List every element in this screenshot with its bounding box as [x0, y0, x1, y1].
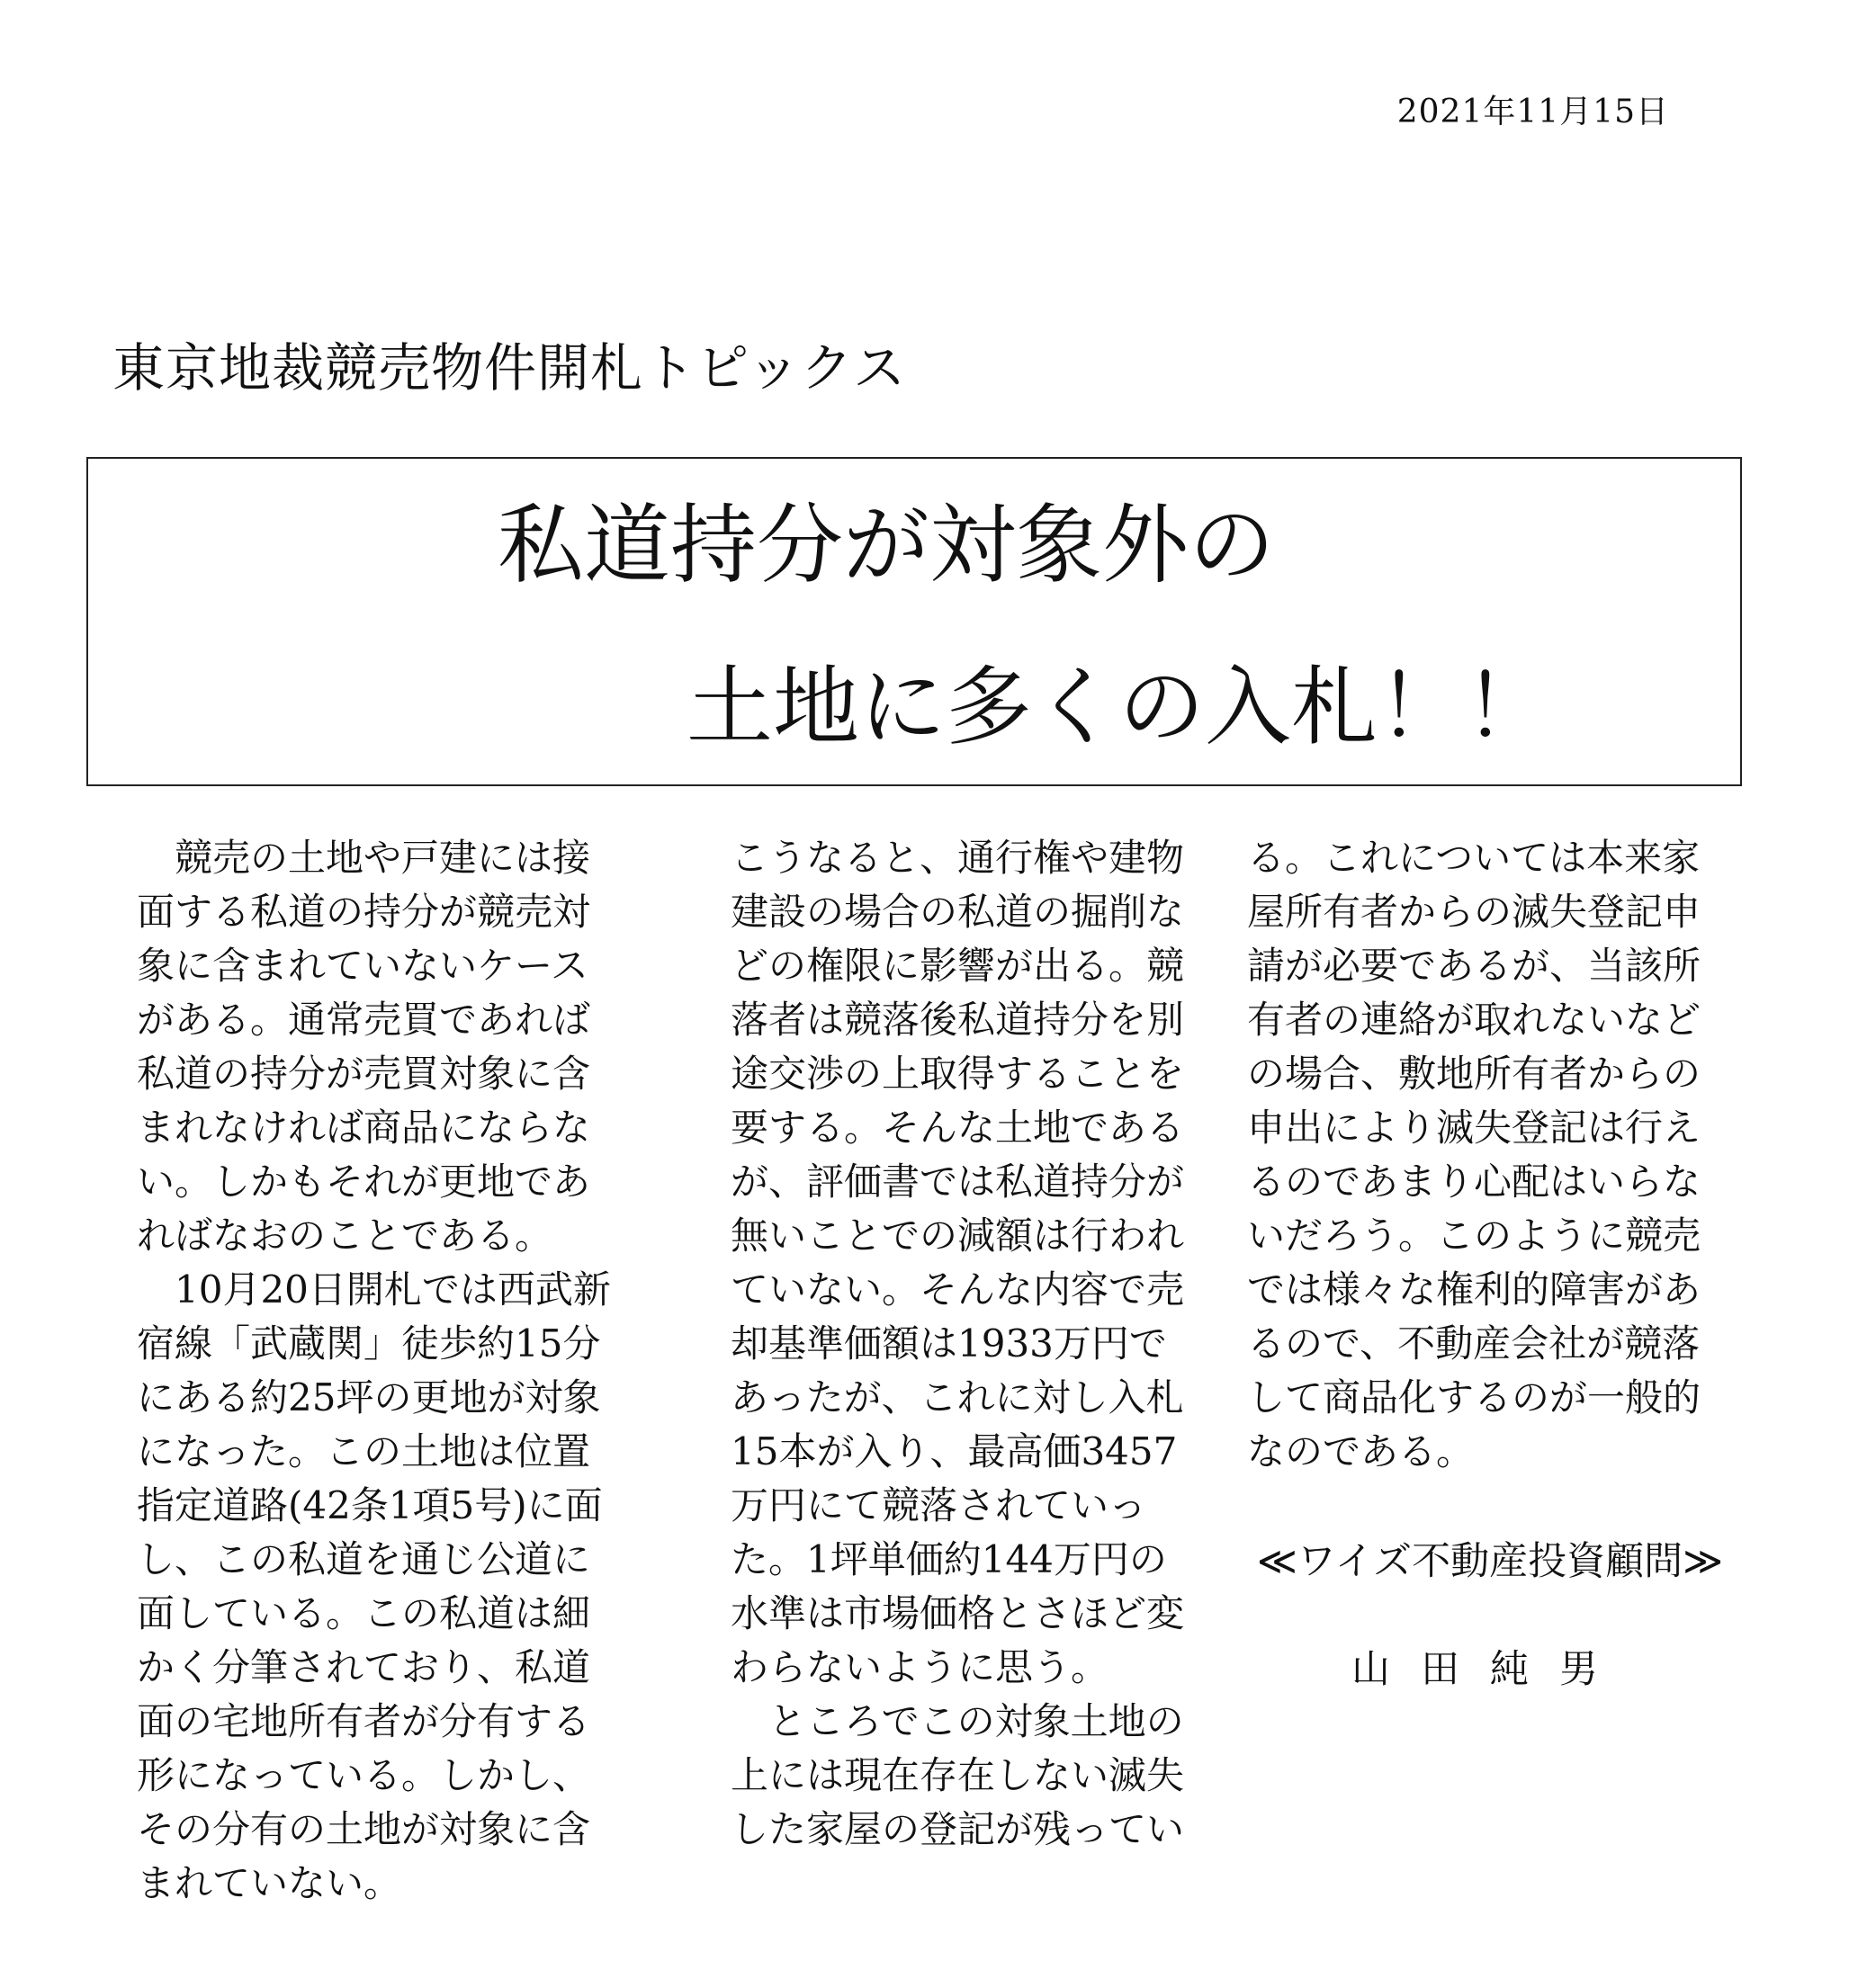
article-column-1	[137, 831, 623, 1911]
byline-author: 山田純男	[1351, 1647, 1629, 1692]
article-paragraph: こうなると、通行権や建物建設の場合の私道の掘削などの権限に影響が出る。競落者は競落後私道持分を別途交渉の上取得することを要する。そんな土地であるが、評価書では私道持分が無いことでの減額は行われていない。そんな内容で売却基準価額は1933万円であったが、これに対し入札15本が入り、最高価3457万円にて競落されていった。1坪単価約144万円の水準は市場価格とさほど変わらないように思う。	[731, 836, 1185, 1689]
headline-box	[86, 457, 1742, 786]
series-title: 東京地裁競売物件開札トピックス	[112, 337, 907, 398]
article-paragraph: 競売の土地や戸建には接面する私道の持分が競売対象に含まれていないケースがある。通常売買であれば私道の持分が売買対象に含まれなければ商品にならない。しかもそれが更地であればなおのことである。	[137, 836, 591, 1258]
article-column-2	[731, 831, 1198, 1857]
headline-line-1: 私道持分が対象外の	[498, 495, 1275, 595]
publication-date: 2021年11月15日	[1396, 94, 1669, 130]
headline-line-2: 土地に多くの入札！！	[687, 657, 1550, 757]
article-paragraph: ところでこの対象土地の上には現在存在しない滅失した家屋の登記が残ってい	[731, 1699, 1185, 1851]
article-paragraph: 10月20日開札では西武新宿線「武蔵関」徒歩約15分にある約25坪の更地が対象になった。この土地は位置指定道路(42条1項5号)に面し、この私道を通じ公道に面している。この私道は細かく分筆されており、私道面の宅地所有者が分有する形になっている。しかし、その分有の土地が対象に含まれていない。	[137, 1267, 611, 1905]
article-column-3	[1247, 831, 1733, 1697]
article-paragraph: る。これについては本来家屋所有者からの滅失登記申請が必要であるが、当該所有者の連絡が取れないなどの場合、敷地所有者からの申出により滅失登記は行えるのであまり心配はいらないだろう。このように競売では様々な権利的障害があるので、不動産会社が競落して商品化するのが一般的なのである。	[1247, 836, 1701, 1473]
byline-company: ≪ワイズ不動産投資顧問≫	[1256, 1539, 1724, 1584]
